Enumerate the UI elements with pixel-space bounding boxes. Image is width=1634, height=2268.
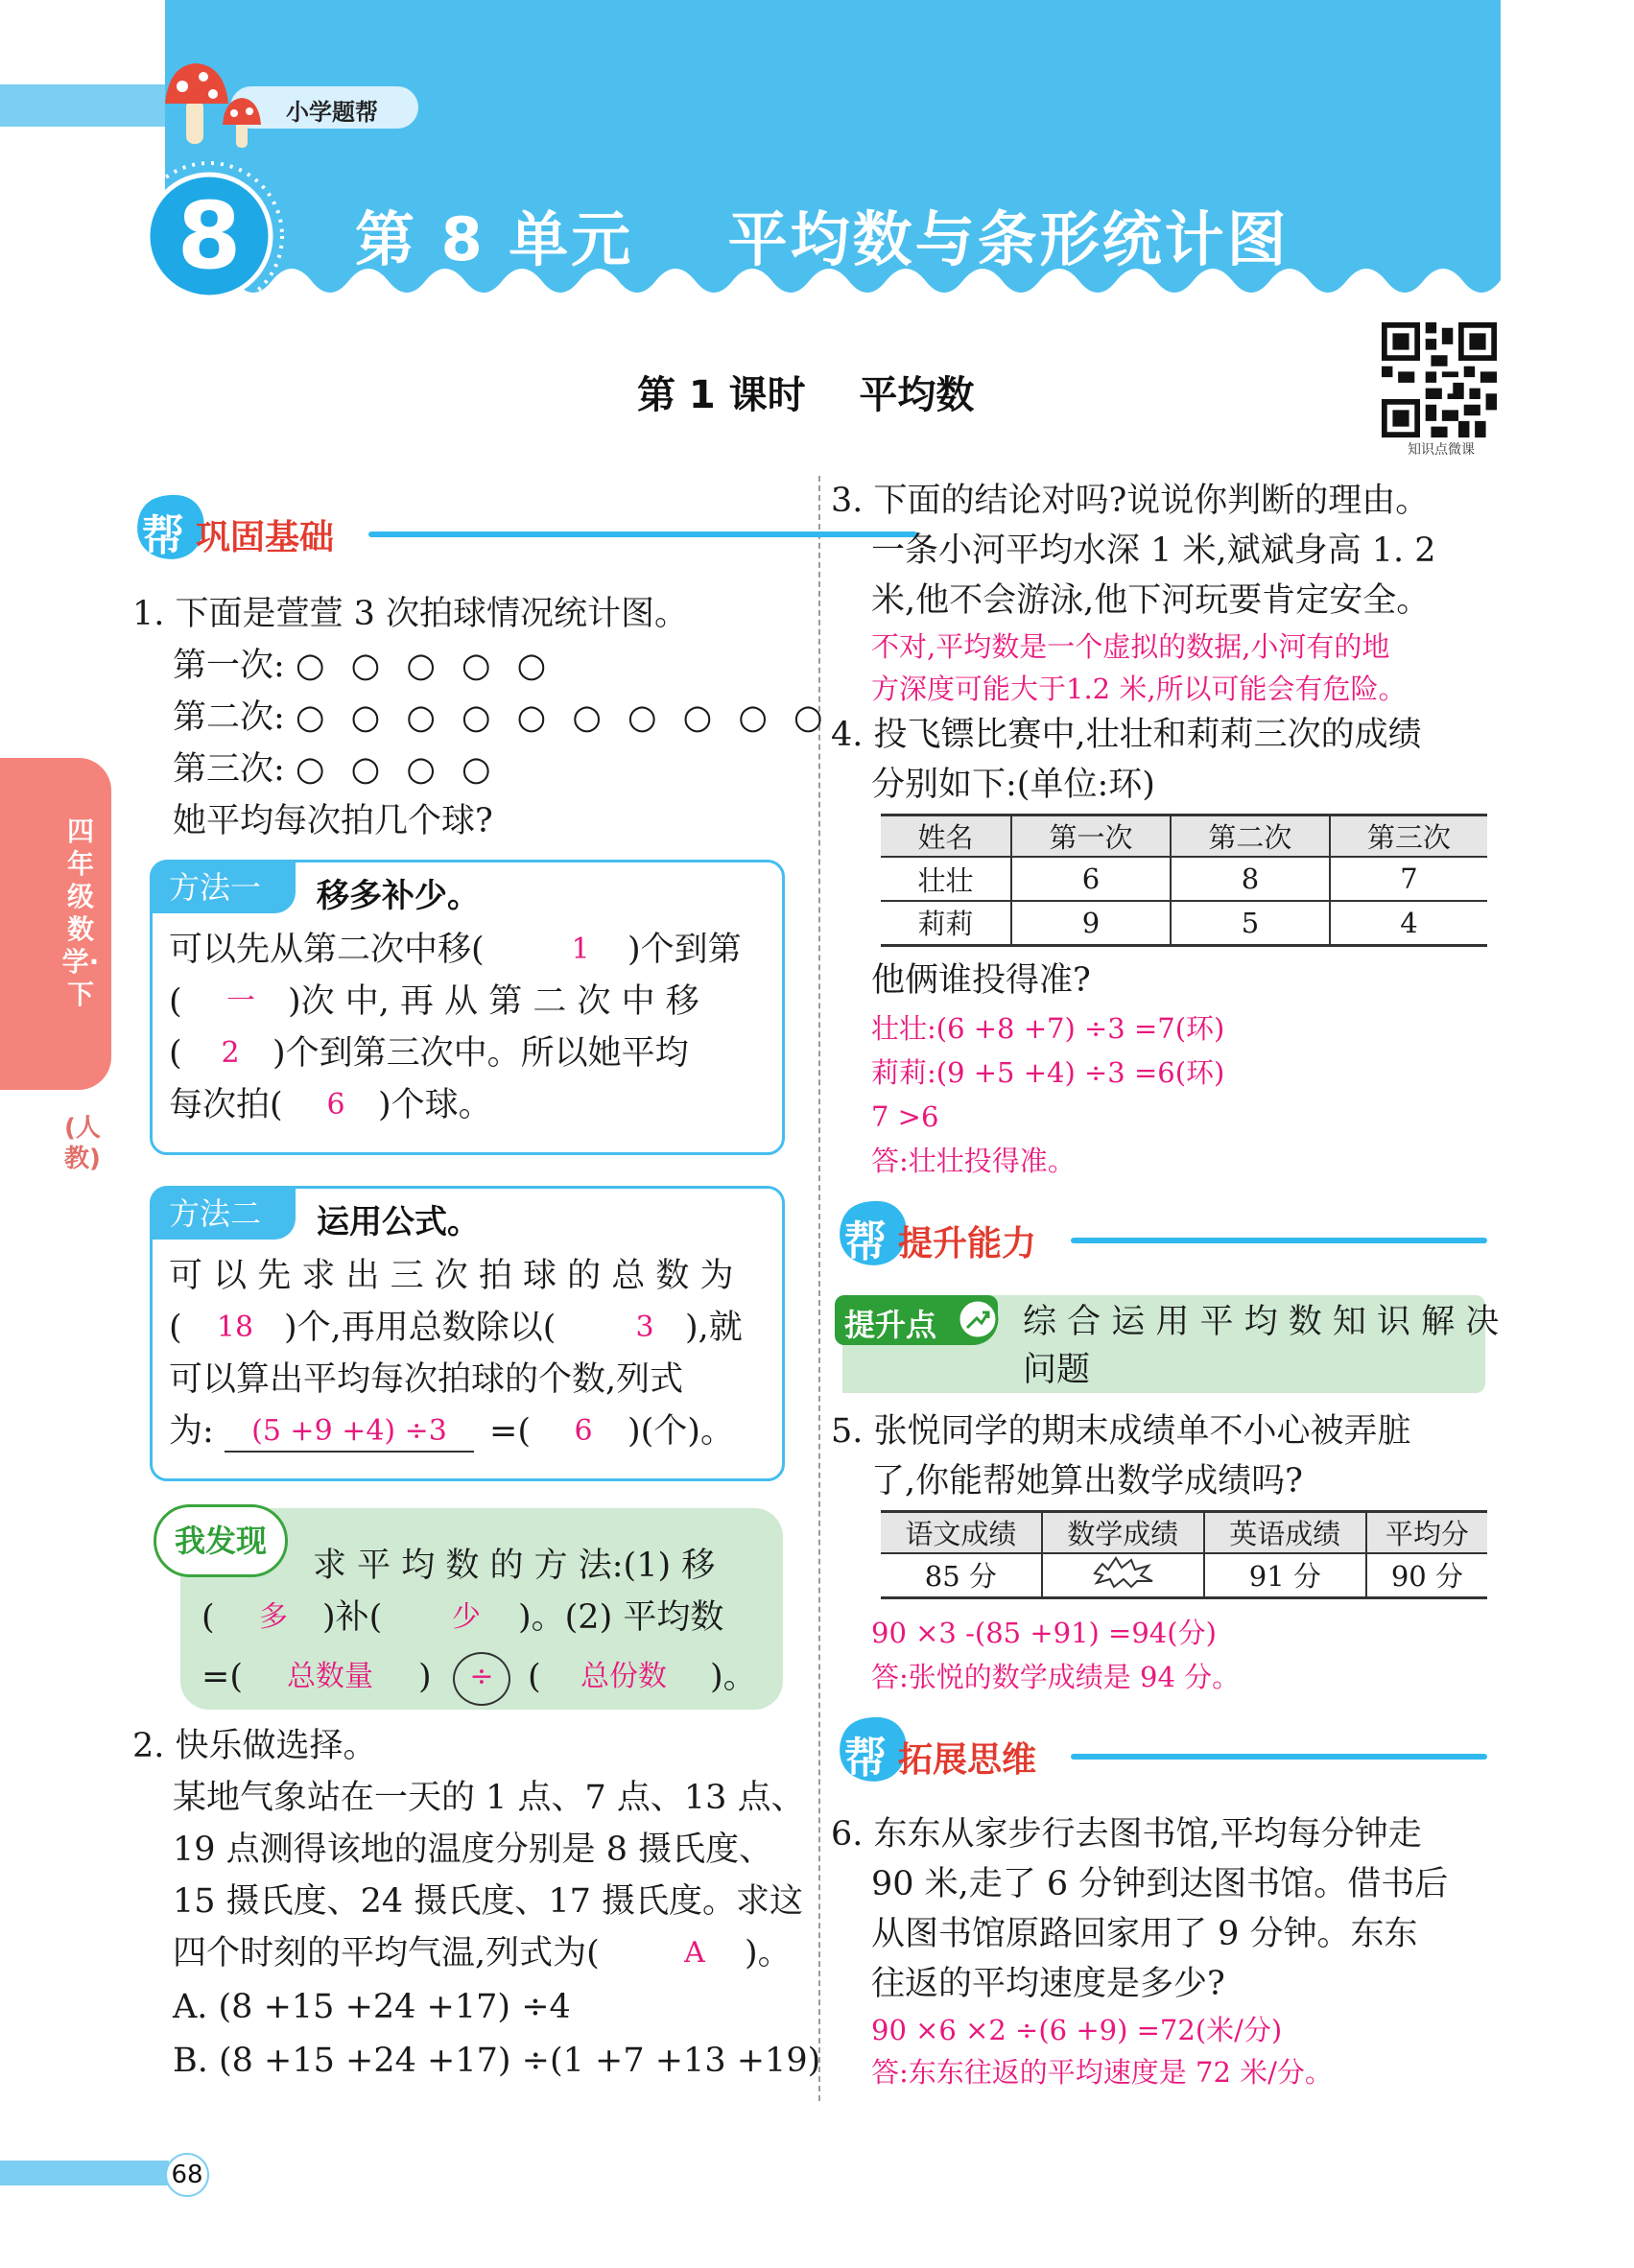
page-number-bar bbox=[0, 2161, 169, 2185]
q6-answer-line1: 90 ×6 ×2 ÷(6 +9) =72(米/分) bbox=[871, 2014, 1283, 2046]
method2-line2b: )个,再用总数除以( bbox=[284, 1309, 557, 1347]
q1-row3-balls: ○ ○ ○ ○ bbox=[296, 750, 499, 789]
discover-answer4[interactable]: ÷ bbox=[469, 1660, 494, 1693]
q2-line1: 某地气象站在一天的 1 点、7 点、13 点、 bbox=[173, 1779, 805, 1817]
q1-row2-balls: ○ ○ ○ ○ ○ ○ ○ ○ ○ ○ bbox=[296, 698, 831, 737]
section-extend-rule bbox=[1071, 1754, 1487, 1760]
q4-table bbox=[881, 814, 1487, 947]
q4-answer-line3: 7 >6 bbox=[871, 1100, 939, 1133]
method2-formula-answer[interactable]: (5 +9 +4) ÷3 bbox=[225, 1412, 474, 1453]
bang-badge-text: 帮 bbox=[844, 1217, 887, 1266]
q6-line3: 往返的平均速度是多少? bbox=[871, 1965, 1225, 2003]
q4-question: 他俩谁投得准? bbox=[871, 961, 1091, 1000]
table-row bbox=[881, 1553, 1487, 1597]
section-extend bbox=[837, 1715, 1489, 1786]
q4-stem: 4. 投飞镖比赛中,壮壮和莉莉三次的成绩 bbox=[831, 716, 1422, 754]
q4-cell: 莉莉 bbox=[881, 901, 1011, 945]
q4-cell: 8 bbox=[1171, 857, 1330, 901]
method2-line1: 可 以 先 求 出 三 次 拍 球 的 总 数 为 bbox=[169, 1257, 734, 1295]
method1-answer2[interactable]: 一 bbox=[226, 984, 255, 1018]
q3-stem: 3. 下面的结论对吗?说说你判断的理由。 bbox=[831, 482, 1430, 520]
tip-line1: 综 合 运 用 平 均 数 知 识 解 决 bbox=[1023, 1303, 1500, 1341]
q5-header-chinese: 语文成绩 bbox=[881, 1512, 1042, 1554]
method1-tag: 方法一 bbox=[152, 862, 296, 913]
section-basic-title: 巩固基础 bbox=[196, 518, 335, 557]
method1-line2b: )次 中, 再 从 第 二 次 中 移 bbox=[288, 982, 699, 1021]
q4-cell: 4 bbox=[1330, 901, 1487, 945]
q1-question: 她平均每次拍几个球? bbox=[173, 802, 493, 840]
method2-answer2[interactable]: 3 bbox=[635, 1311, 654, 1344]
discover-line2c: )。(2) 平均数 bbox=[518, 1598, 724, 1637]
discover-answer3[interactable]: 总数量 bbox=[287, 1660, 373, 1693]
discover-line2a: ( bbox=[201, 1598, 215, 1637]
q4-cell: 7 bbox=[1330, 857, 1487, 901]
discover-badge: 我发现 bbox=[154, 1504, 288, 1577]
q2-line3: 15 摄氏度、24 摄氏度、17 摄氏度。求这 bbox=[173, 1882, 803, 1921]
method1-line3b: )个到第三次中。所以她平均 bbox=[272, 1034, 689, 1073]
method2-answer4[interactable]: 6 bbox=[574, 1414, 593, 1448]
discover-line3a: =( bbox=[201, 1658, 243, 1696]
q4-header-name: 姓名 bbox=[881, 815, 1011, 858]
q5-cell-average: 90 分 bbox=[1366, 1553, 1487, 1597]
unit-number: 8 bbox=[177, 182, 242, 290]
method2-head: 运用公式。 bbox=[317, 1203, 480, 1241]
q4-answer-line2: 莉莉:(9 +5 +4) ÷3 =6(环) bbox=[871, 1056, 1225, 1089]
section-basic bbox=[134, 493, 787, 564]
q4-table-header-row bbox=[881, 815, 1487, 858]
q2-option-a: A. (8 +15 +24 +17) ÷4 bbox=[173, 1988, 571, 2026]
q6-line1: 90 米,走了 6 分钟到达图书馆。借书后 bbox=[871, 1865, 1449, 1903]
method1-line4a: 每次拍( bbox=[169, 1086, 283, 1124]
method2-line4b: =( bbox=[489, 1412, 531, 1451]
q3-answer-line1: 不对,平均数是一个虚拟的数据,小河有的地 bbox=[871, 630, 1390, 663]
method1-line3a: ( bbox=[169, 1034, 182, 1073]
q4-cell: 壮壮 bbox=[881, 857, 1011, 901]
q5-cell-chinese: 85 分 bbox=[881, 1553, 1042, 1597]
q4-cell: 9 bbox=[1011, 901, 1171, 945]
method1-line4b: )个球。 bbox=[378, 1086, 492, 1124]
q5-line1: 了,你能帮她算出数学成绩吗? bbox=[871, 1462, 1303, 1500]
q4-answer-line1: 壮壮:(6 +8 +7) ÷3 =7(环) bbox=[871, 1012, 1225, 1045]
discover-line1: 求 平 均 数 的 方 法:(1) 移 bbox=[313, 1547, 716, 1585]
lesson-title: 第 1 课时 平均数 bbox=[637, 373, 975, 417]
section-improve-title: 提升能力 bbox=[898, 1224, 1037, 1264]
header-left-strip bbox=[0, 84, 173, 127]
q5-header-english: 英语成绩 bbox=[1204, 1512, 1366, 1554]
discover-answer5[interactable]: 总份数 bbox=[580, 1660, 667, 1693]
q1-row3-label: 第三次: bbox=[173, 750, 285, 789]
q6-line2: 从图书馆原路回家用了 9 分钟。东东 bbox=[871, 1915, 1418, 1953]
method2-tag: 方法二 bbox=[152, 1188, 296, 1240]
method2-answer1[interactable]: 18 bbox=[216, 1311, 254, 1344]
qr-code-icon[interactable] bbox=[1382, 322, 1497, 437]
table-row bbox=[881, 857, 1487, 901]
q5-cell-english: 91 分 bbox=[1204, 1553, 1366, 1597]
q2-line2: 19 点测得该地的温度分别是 8 摄氏度、 bbox=[173, 1831, 773, 1869]
q4-answer-line4: 答:壮壮投得准。 bbox=[871, 1145, 1076, 1177]
q5-table bbox=[881, 1510, 1487, 1599]
q6-answer-line2: 答:东东往返的平均速度是 72 米/分。 bbox=[871, 2056, 1333, 2089]
method2-line4a: 为: bbox=[169, 1412, 214, 1451]
method1-answer3[interactable]: 2 bbox=[221, 1036, 240, 1070]
discover-line3d: )。 bbox=[710, 1658, 757, 1696]
section-improve bbox=[837, 1199, 1489, 1270]
q5-header-average: 平均分 bbox=[1366, 1512, 1487, 1554]
q3-line2: 米,他不会游泳,他下河玩要肯定安全。 bbox=[871, 581, 1431, 620]
side-tab-grade-label: 四年级数学·下 bbox=[61, 815, 100, 1010]
method2-line2a: ( bbox=[169, 1309, 182, 1347]
section-extend-title: 拓展思维 bbox=[898, 1740, 1037, 1780]
q5-cell-math-smudged bbox=[1042, 1553, 1204, 1597]
q2-option-b: B. (8 +15 +24 +17) ÷(1 +7 +13 +19) bbox=[173, 2042, 821, 2080]
section-improve-rule bbox=[1071, 1238, 1487, 1243]
unit-title: 第 8 单元 平均数与条形统计图 bbox=[355, 204, 1290, 274]
method1-answer1[interactable]: 1 bbox=[571, 933, 590, 966]
page-number: 68 bbox=[165, 2153, 209, 2197]
bang-badge-text: 帮 bbox=[142, 511, 184, 560]
method1-head: 移多补少。 bbox=[317, 877, 480, 915]
method1-line1b: )个到第 bbox=[628, 931, 742, 969]
discover-answer2[interactable]: 少 bbox=[452, 1600, 481, 1634]
q5-table-header-row bbox=[881, 1512, 1487, 1554]
tip-line2: 问题 bbox=[1023, 1351, 1091, 1389]
q2-stem: 2. 快乐做选择。 bbox=[132, 1727, 377, 1765]
q4-header-first: 第一次 bbox=[1011, 815, 1171, 858]
q4-line1: 分别如下:(单位:环) bbox=[871, 766, 1155, 804]
method1-line2a: ( bbox=[169, 982, 182, 1021]
q1-row2-label: 第二次: bbox=[173, 698, 285, 737]
q3-line1: 一条小河平均水深 1 米,斌斌身高 1. 2 bbox=[871, 532, 1436, 570]
side-tab-edition: (人教) bbox=[64, 1114, 101, 1173]
method2-line2c: ),就 bbox=[685, 1309, 743, 1347]
discover-line2b: )补( bbox=[322, 1598, 383, 1637]
q2-answer[interactable]: A bbox=[684, 1936, 705, 1970]
discover-line3b: ) bbox=[418, 1658, 432, 1696]
table-row bbox=[881, 901, 1487, 945]
method1-line1a: 可以先从第二次中移( bbox=[169, 931, 485, 969]
bang-badge-text: 帮 bbox=[844, 1734, 887, 1783]
q1-row1-balls: ○ ○ ○ ○ ○ bbox=[296, 647, 555, 685]
q5-stem: 5. 张悦同学的期末成绩单不小心被弄脏 bbox=[831, 1412, 1411, 1451]
q1-stem: 1. 下面是萱萱 3 次拍球情况统计图。 bbox=[132, 595, 689, 633]
tip-tag-text: 提升点 bbox=[844, 1307, 937, 1343]
discover-answer1[interactable]: 多 bbox=[259, 1600, 288, 1634]
q6-stem: 6. 东东从家步行去图书馆,平均每分钟走 bbox=[831, 1815, 1422, 1854]
q4-cell: 6 bbox=[1011, 857, 1171, 901]
mushroom-icon bbox=[161, 58, 276, 154]
arrow-up-right-icon bbox=[956, 1297, 1000, 1341]
q4-header-third: 第三次 bbox=[1330, 815, 1487, 858]
q2-line4b: )。 bbox=[745, 1934, 792, 1973]
brand-text: 小学题帮 bbox=[286, 99, 378, 126]
q1-row1-label: 第一次: bbox=[173, 647, 285, 685]
section-basic-rule bbox=[368, 532, 917, 537]
q5-header-math: 数学成绩 bbox=[1042, 1512, 1204, 1554]
method2-line4c: )(个)。 bbox=[628, 1412, 734, 1451]
qr-caption: 知识点微课 bbox=[1408, 442, 1475, 458]
ink-smudge-icon bbox=[1089, 1554, 1156, 1589]
q2-line4a: 四个时刻的平均气温,列式为( bbox=[173, 1934, 600, 1973]
discover-line3c: ( bbox=[528, 1658, 541, 1696]
method1-answer4[interactable]: 6 bbox=[326, 1088, 345, 1122]
method2-line3: 可以算出平均每次拍球的个数,列式 bbox=[169, 1360, 684, 1399]
q4-header-second: 第二次 bbox=[1171, 815, 1330, 858]
q3-answer-line2: 方深度可能大于1.2 米,所以可能会有危险。 bbox=[871, 673, 1407, 705]
q4-cell: 5 bbox=[1171, 901, 1330, 945]
q5-answer-line1: 90 ×3 -(85 +91) =94(分) bbox=[871, 1617, 1217, 1649]
q5-answer-line2: 答:张悦的数学成绩是 94 分。 bbox=[871, 1661, 1241, 1693]
